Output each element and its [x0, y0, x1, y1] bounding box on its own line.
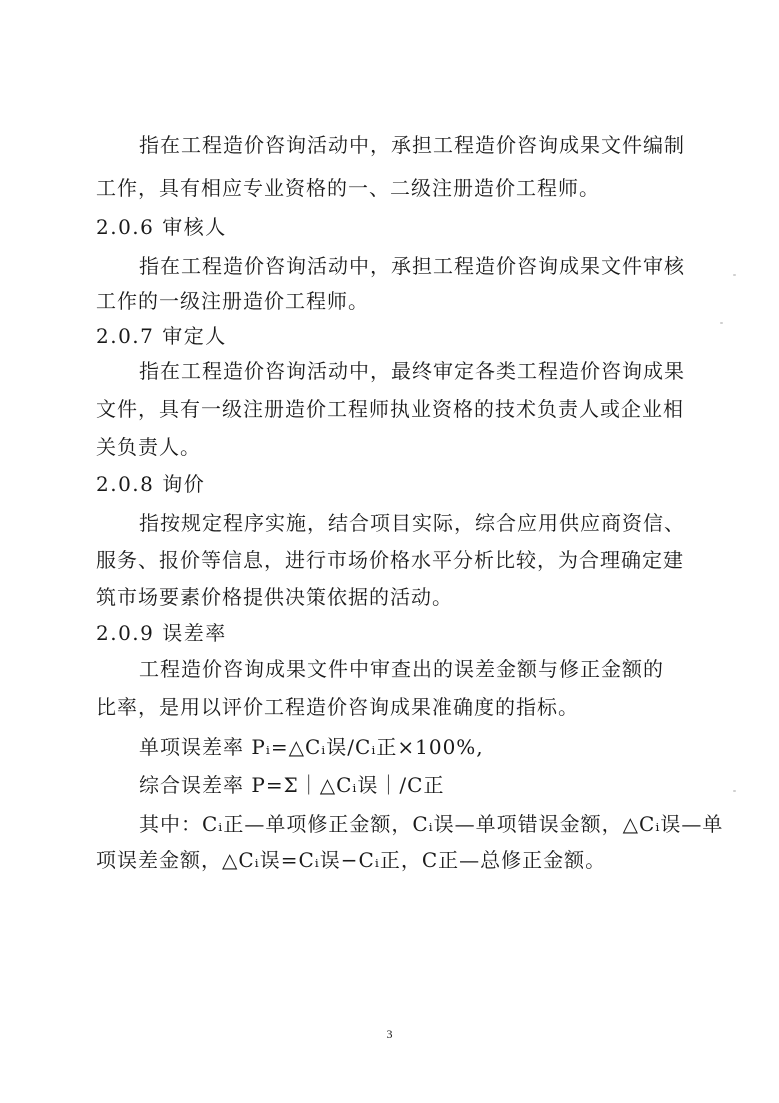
- section-heading-2-0-7: 2.0.7 审定人: [96, 324, 227, 348]
- paragraph-line: 指在工程造价咨询活动中，最终审定各类工程造价咨询成果: [139, 359, 685, 383]
- paragraph-line: 其中：Cᵢ正—单项修正金额，Cᵢ误—单项错误金额，△Cᵢ误—单: [139, 812, 724, 836]
- paragraph-line: 服务、报价等信息，进行市场价格水平分析比较，为合理确定建: [96, 548, 684, 572]
- paragraph-line: 项误差金额，△Cᵢ误=Cᵢ误−Cᵢ正，C正—总修正金额。: [96, 848, 607, 872]
- paragraph-line: 指在工程造价咨询活动中，承担工程造价咨询成果文件审核: [139, 254, 685, 278]
- paragraph-line: 指按规定程序实施，结合项目实际，综合应用供应商资信、: [139, 511, 685, 535]
- scan-speck: [733, 790, 736, 792]
- paragraph-line: 筑市场要素价格提供决策依据的活动。: [96, 585, 453, 609]
- paragraph-line: 关负责人。: [96, 435, 201, 459]
- section-heading-2-0-8: 2.0.8 询价: [96, 472, 206, 496]
- scan-speck: [720, 322, 723, 324]
- formula-composite-error-rate: 综合误差率 P=Σ｜△Cᵢ误｜/C正: [139, 773, 445, 797]
- paragraph-line: 指在工程造价咨询活动中，承担工程造价咨询成果文件编制: [139, 133, 685, 157]
- paragraph-line: 工作的一级注册造价工程师。: [96, 289, 369, 313]
- paragraph-line: 工程造价咨询成果文件中审查出的误差金额与修正金额的: [139, 657, 664, 681]
- paragraph-line: 工作，具有相应专业资格的一、二级注册造价工程师。: [96, 176, 600, 200]
- page-number: 3: [386, 1027, 393, 1041]
- scan-speck: [733, 274, 736, 276]
- section-heading-2-0-6: 2.0.6 审核人: [96, 215, 227, 239]
- section-heading-2-0-9: 2.0.9 误差率: [96, 621, 227, 645]
- paragraph-line: 比率，是用以评价工程造价咨询成果准确度的指标。: [96, 695, 579, 719]
- paragraph-line: 文件，具有一级注册造价工程师执业资格的技术负责人或企业相: [96, 397, 684, 421]
- formula-single-error-rate: 单项误差率 Pᵢ=△Cᵢ误/Cᵢ正×100%,: [139, 735, 484, 759]
